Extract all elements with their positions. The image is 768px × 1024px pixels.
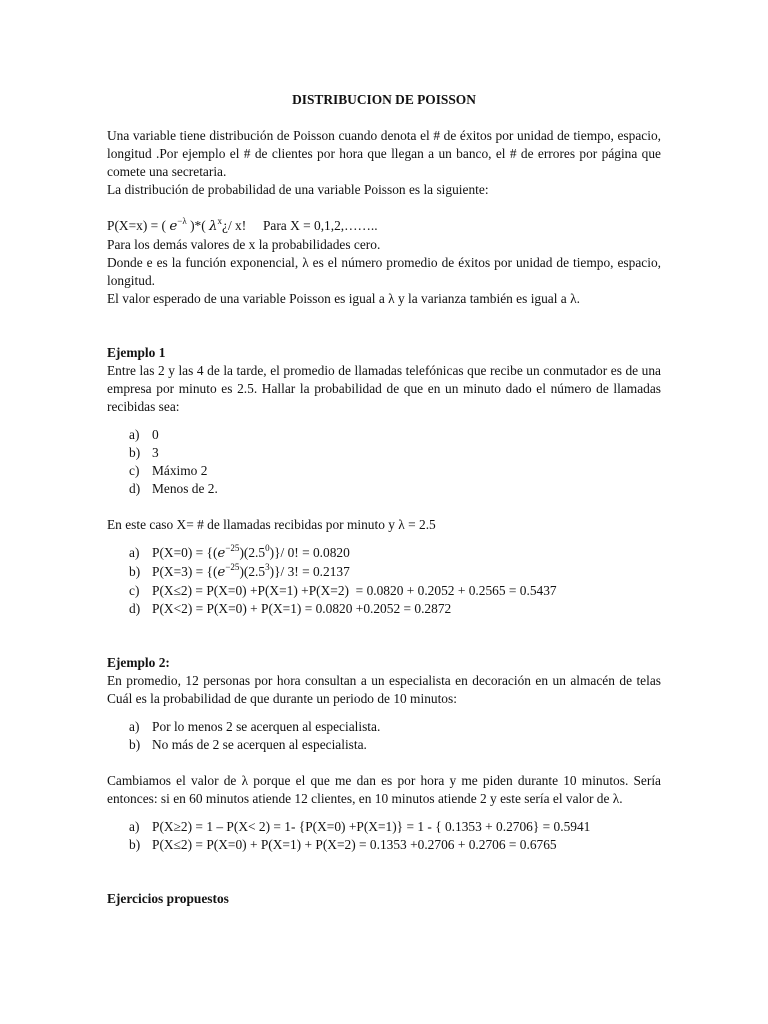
list-item [107,600,661,618]
formula-suffix: ¿/ x! Para X = 0,1,2,…….. [222,218,378,233]
formula-middle: )*( [186,218,210,233]
solution-prefix: P(X=0) = {( [152,545,218,560]
list-item-text: P(X<2) = P(X=0) + P(X=1) = 0.0820 +0.2052 = 0.2872 [152,601,452,616]
list-item [107,444,661,462]
list-item-text: P(X≤2) = P(X=0) + P(X=1) + P(X=2) = 0.1353 +0.2706 + 0.2706 = 0.6765 [152,837,557,852]
list-marker: b) [129,737,141,752]
intro-distribution-sentence: La distribución de probabilidad de una variable Poisson es la siguiente: [107,182,489,197]
example-2-options [107,718,661,754]
list-item [107,836,661,854]
example-1-heading: Ejemplo 1 [107,345,166,360]
list-item [107,544,661,563]
formula-e: e [169,219,178,234]
list-marker: d) [129,481,141,496]
list-item [107,563,661,582]
list-marker: c) [129,583,140,598]
poisson-formula [107,217,661,236]
solution-e-exponent: −25 [225,562,240,572]
list-marker: a) [129,427,140,442]
example-1-options [107,426,661,498]
list-marker: d) [129,601,141,616]
list-item [107,736,661,754]
solution-power-exponent: 3 [265,562,270,572]
solution-e: e [217,546,226,561]
list-item-text: Máximo 2 [152,463,208,478]
solution-prefix: P(X=3) = {( [152,564,218,579]
solution-e-exponent: −25 [225,543,240,553]
example-2-statement: En promedio, 12 personas por hora consultan a un especialista en decoración en un almacén de telas Cuál es la probabilidad de que durante un periodo de 10 minutos: [107,673,661,706]
list-marker: b) [129,445,141,460]
list-marker: b) [129,837,141,852]
solution-middle: )(2.5 [239,564,266,579]
solution-e: e [217,565,226,580]
example-1-solutions [107,544,661,618]
formula-prefix: P(X=x) = ( [107,218,170,233]
example-2-heading: Ejemplo 2: [107,655,170,670]
formula-lambda-exponent: x [217,216,223,226]
example-2-context: Cambiamos el valor de λ porque el que me dan es por hora y me piden durante 10 minutos. Sería entonces: si en 60 minutos atiende 12 clientes, en 10 minutos atiende 2 y este sería el valor de λ. [107,773,661,806]
other-values-note: Para los demás valores de x la probabilidades cero. [107,237,381,252]
solution-suffix: )}/ 3! = 0.2137 [269,564,350,579]
list-item-text: 0 [152,427,159,442]
list-item-text: P(X≤2) = P(X=0) +P(X=1) +P(X=2) = 0.0820 + 0.2052 + 0.2565 = 0.5437 [152,583,557,598]
list-item [107,582,661,600]
solution-suffix: )}/ 0! = 0.0820 [269,545,350,560]
formula-e-exponent: −λ [177,216,187,226]
list-item-text: No más de 2 se acerquen al especialista. [152,737,367,752]
document-page [107,91,661,908]
solution-middle: )(2.5 [239,545,266,560]
list-item-text: Menos de 2. [152,481,218,496]
example-1-statement: Entre las 2 y las 4 de la tarde, el promedio de llamadas telefónicas que recibe un conmutador es de una empresa por minuto es 2.5. Hallar la probabilidad de que en un minuto dado el número de llamadas recibidas sea: [107,363,661,414]
list-item-text: 3 [152,445,159,460]
example-2-solutions [107,818,661,854]
definitions-paragraph: Donde e es la función exponencial, λ es el número promedio de éxitos por unidad de tiempo, espacio, longitud. [107,255,661,288]
list-marker: a) [129,819,140,834]
list-marker: a) [129,545,140,560]
list-item [107,426,661,444]
solution-power-exponent: 0 [265,543,270,553]
list-item [107,818,661,836]
list-item-text: Por lo menos 2 se acerquen al especialista. [152,719,381,734]
list-item-text: P(X≥2) = 1 – P(X< 2) = 1- {P(X=0) +P(X=1)} = 1 - { 0.1353 + 0.2706} = 0.5941 [152,819,591,834]
list-item [107,480,661,498]
proposed-exercises-heading: Ejercicios propuestos [107,891,229,906]
list-marker: c) [129,463,140,478]
list-marker: a) [129,719,140,734]
list-item [107,462,661,480]
list-item [107,718,661,736]
document-title: DISTRIBUCION DE POISSON [292,92,476,107]
intro-paragraph: Una variable tiene distribución de Poisson cuando denota el # de éxitos por unidad de tiempo, espacio, longitud .Por ejemplo el # de clientes por hora que llegan a un banco, el # de errores por página que comete una secretaria. [107,128,661,179]
expected-value-paragraph: El valor esperado de una variable Poisson es igual a λ y la varianza también es igual a λ. [107,291,580,306]
example-1-context: En este caso X= # de llamadas recibidas por minuto y λ = 2.5 [107,517,436,532]
list-marker: b) [129,564,141,579]
formula-lambda: λ [209,219,218,234]
